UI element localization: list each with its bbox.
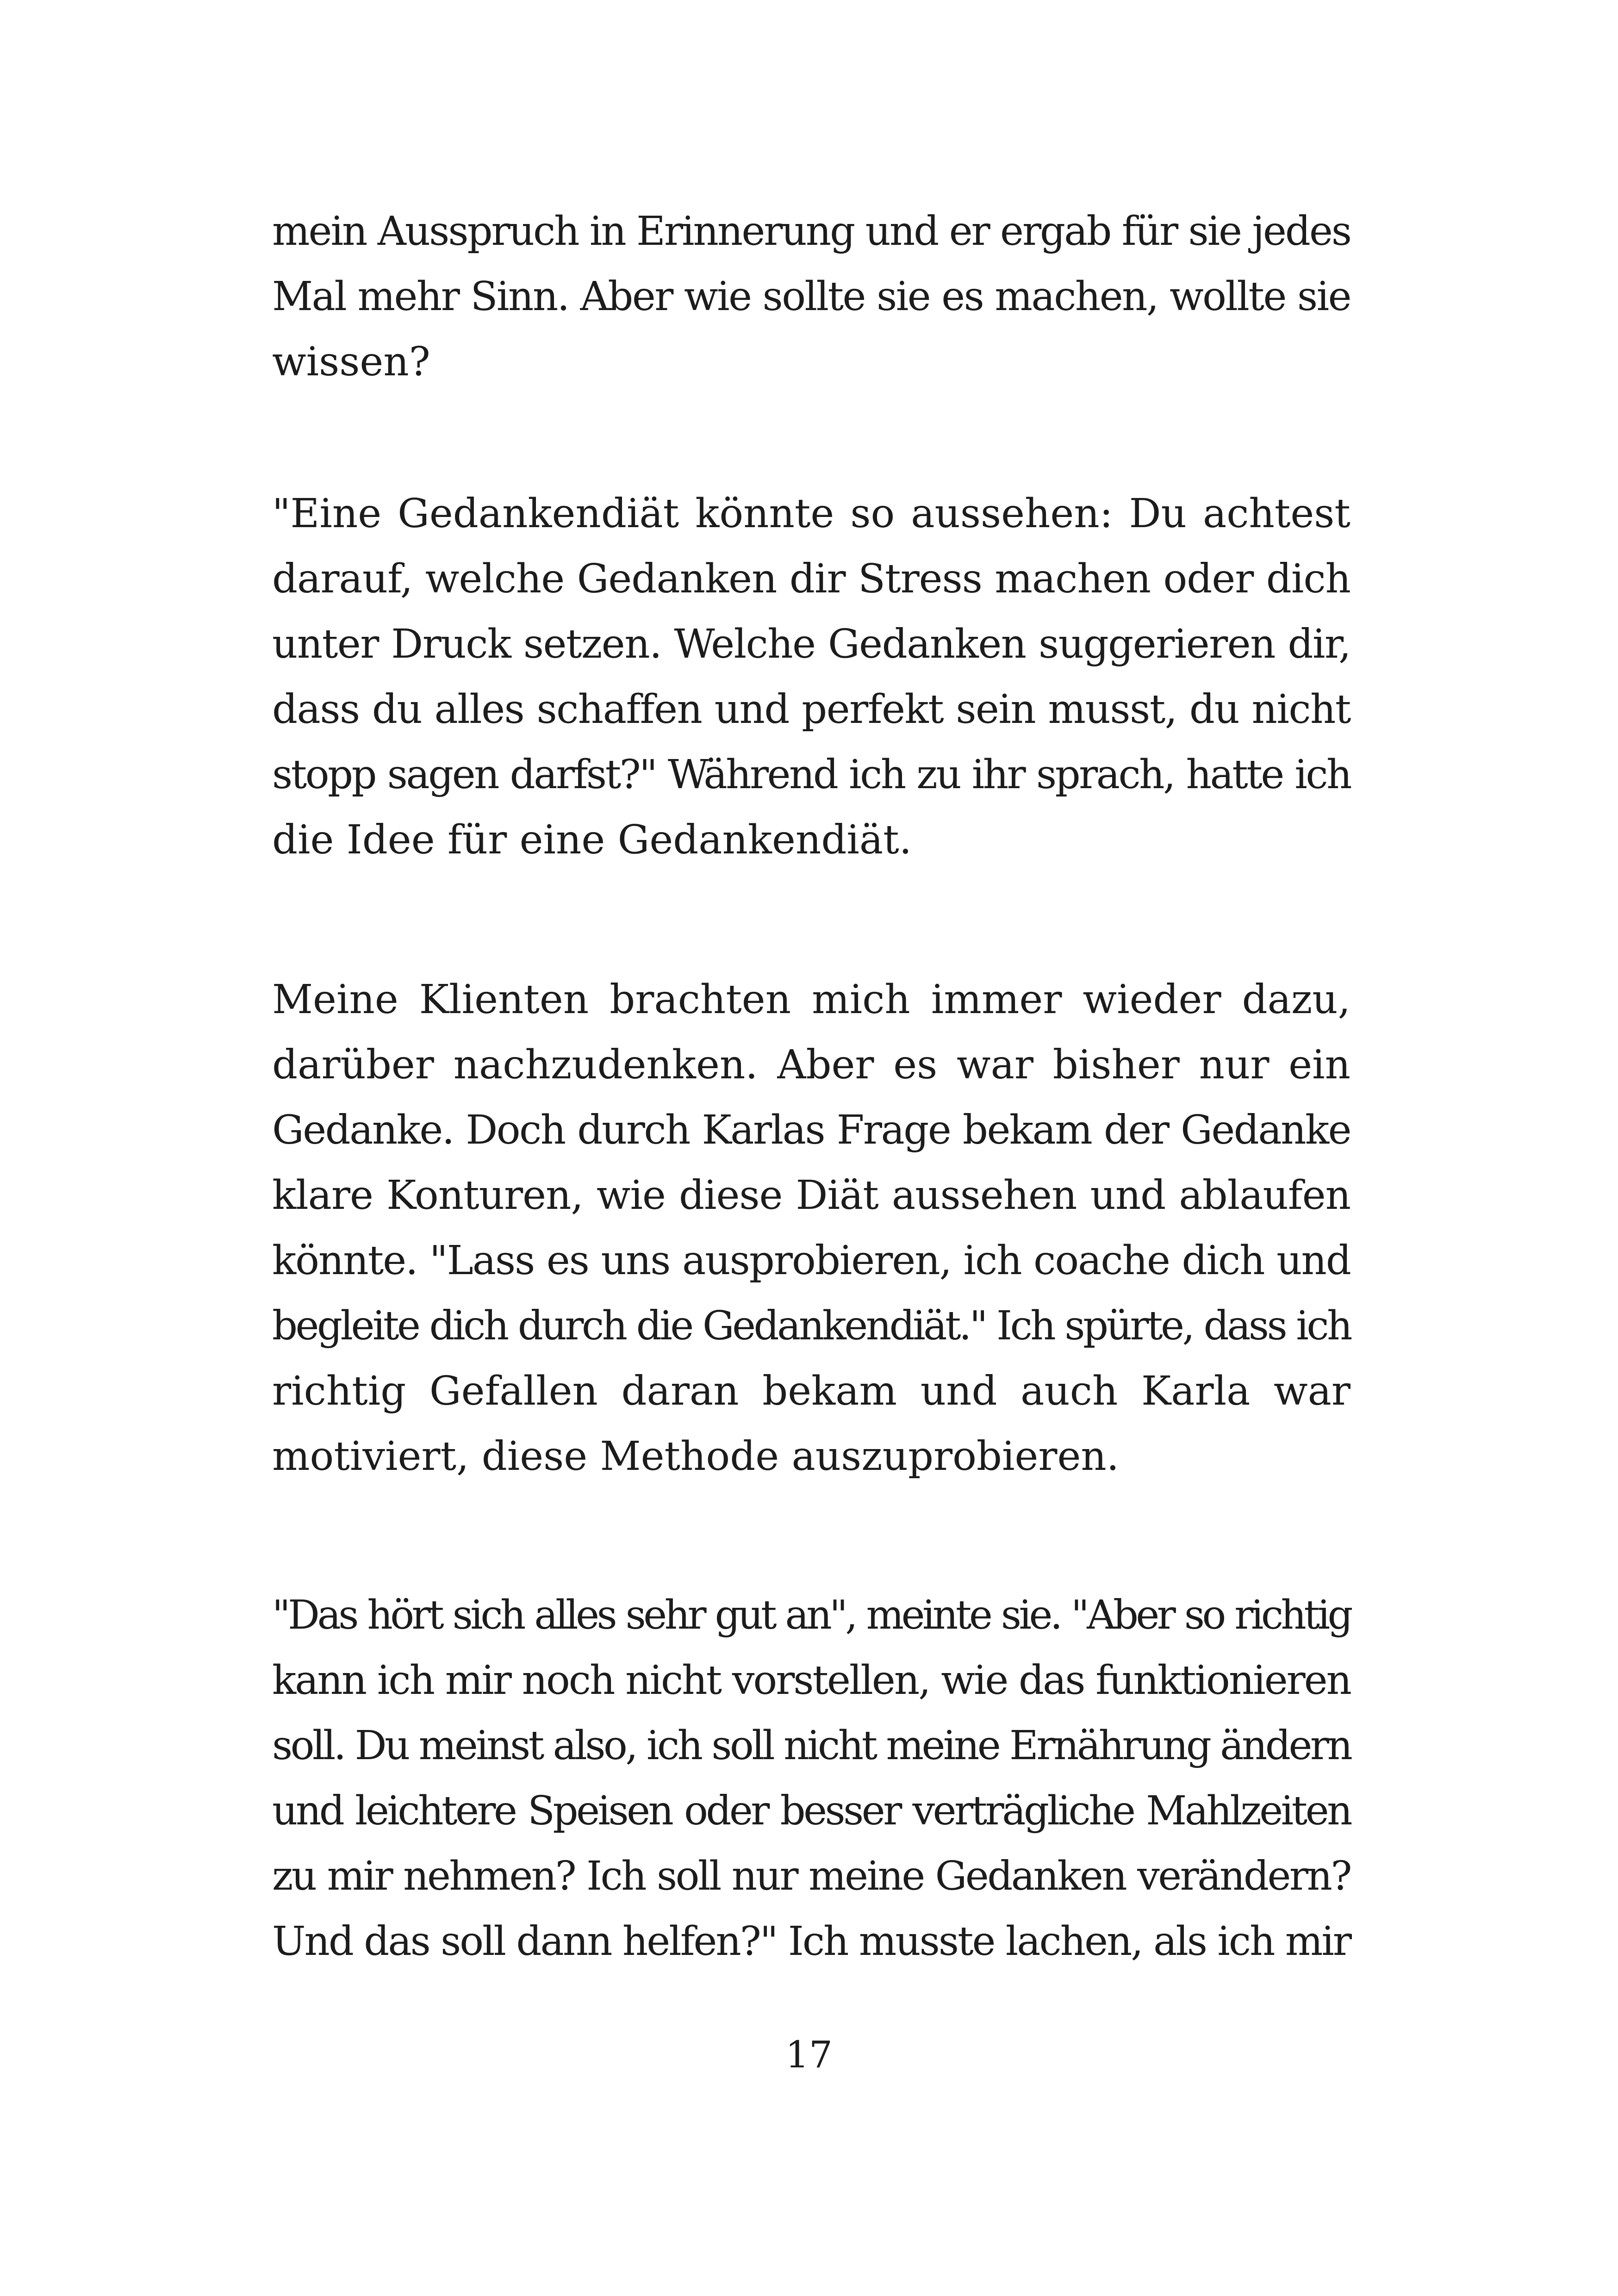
text-line: begleite dich durch die Gedankendiät." Ich spürte, dass ich <box>272 1303 1350 1349</box>
page-number: 17 <box>785 2033 833 2076</box>
text-line: und leichtere Speisen oder besser verträgliche Mahlzeiten <box>272 1788 1350 1834</box>
text-line: soll. Du meinst also, ich soll nicht meine Ernährung ändern <box>272 1723 1351 1769</box>
text-line: "Eine Gedankendiät könnte so aussehen: Du achtest <box>272 491 1350 537</box>
text-line: könnte. "Lass es uns ausprobieren, ich coache dich und <box>272 1238 1350 1284</box>
paragraph-4 <box>272 1583 1350 1974</box>
text-line: darüber nachzudenken. Aber es war bisher nur ein <box>272 1042 1350 1088</box>
text-line: klare Konturen, wie diese Diät aussehen und ablaufen <box>272 1172 1350 1219</box>
text-line: darauf, welche Gedanken dir Stress machen oder dich <box>272 556 1350 602</box>
paragraph-2 <box>272 481 1350 873</box>
text-line: richtig Gefallen daran bekam und auch Karla war <box>272 1368 1350 1414</box>
text-line: die Idee für eine Gedankendiät. <box>272 817 912 863</box>
paragraph-3 <box>272 967 1350 1489</box>
text-line: wissen? <box>272 339 430 385</box>
text-line: Gedanke. Doch durch Karlas Frage bekam der Gedanke <box>272 1107 1350 1153</box>
text-line: unter Druck setzen. Welche Gedanken suggerieren dir, <box>272 621 1350 667</box>
text-line: Mal mehr Sinn. Aber wie sollte sie es machen, wollte sie <box>272 274 1350 320</box>
paragraph-1 <box>272 199 1350 395</box>
text-line: "Das hört sich alles sehr gut an", meinte sie. "Aber so richtig <box>272 1592 1350 1638</box>
text-line: Meine Klienten brachten mich immer wieder dazu, <box>272 977 1350 1023</box>
text-line: stopp sagen darfst?" Während ich zu ihr sprach, hatte ich <box>272 752 1350 798</box>
text-line: Und das soll dann helfen?" Ich musste lachen, als ich mir <box>272 1918 1350 1965</box>
text-line: zu mir nehmen? Ich soll nur meine Gedanken verändern? <box>272 1853 1350 1899</box>
text-line: mein Ausspruch in Erinnerung und er ergab für sie jedes <box>272 208 1350 255</box>
text-line: kann ich mir noch nicht vorstellen, wie das funktionieren <box>272 1657 1350 1704</box>
text-line: dass du alles schaffen und perfekt sein musst, du nicht <box>272 686 1350 733</box>
text-line: motiviert, diese Methode auszuprobieren. <box>272 1433 1120 1480</box>
